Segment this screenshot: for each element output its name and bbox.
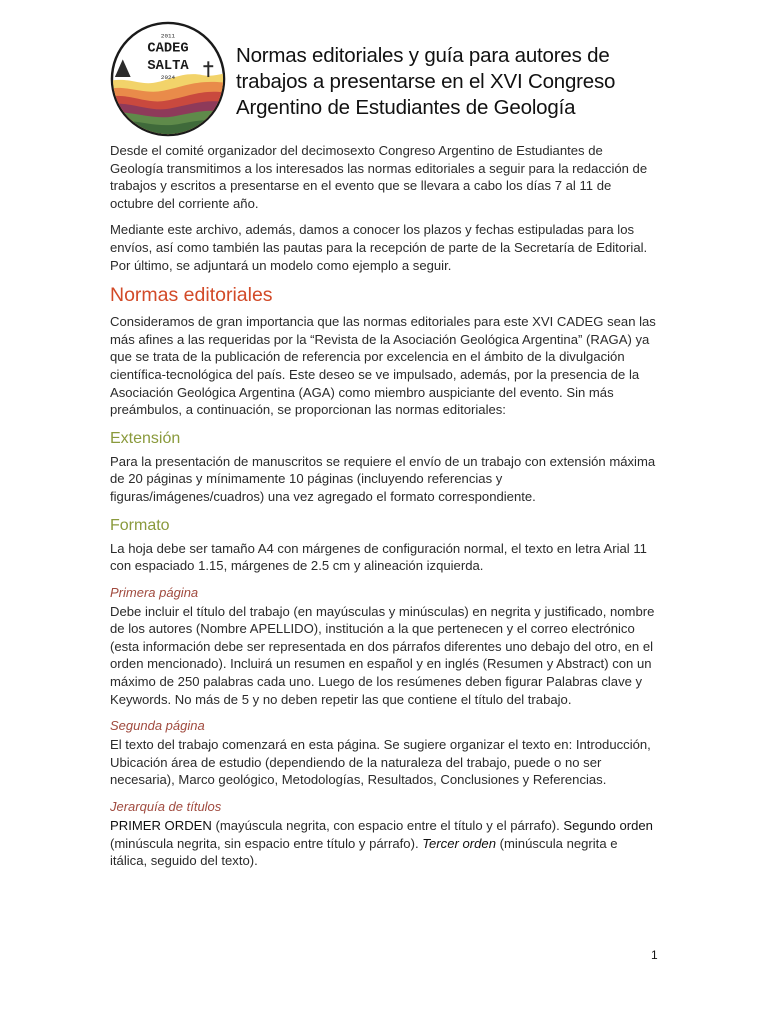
page-number: 1 [651, 948, 658, 962]
segundo-orden-label: Segundo orden [563, 818, 653, 834]
tercer-orden-desc: (minúscula negrita e itálica, seguido del texto). [110, 835, 618, 869]
subsection-heading-formato: Formato [110, 516, 170, 534]
tercer-orden-label: Tercer orden [422, 835, 496, 851]
logo-line2: SALTA [147, 59, 189, 75]
extension-paragraph: Para la presentación de manuscritos se requiere el envío de un trabajo con extensión máxima de 20 páginas y mínimamente 10 páginas (incluyendo referencias y figuras/imágenes/cuadros) una vez agregado el formato correspondiente. [110, 453, 656, 504]
intro-paragraph-1: Desde el comité organizador del decimosexto Congreso Argentino de Estudiantes de Geología transmitimos a los interesados las normas editoriales a seguir para la redacción de trabajos y escritos a presentarse en el evento que se llevara a cabo los días 7 al 11 de octubre del corriente año. [110, 143, 648, 211]
heading-primera-pagina: Primera página [110, 584, 199, 600]
formato-paragraph: La hoja debe ser tamaño A4 con márgenes de configuración normal, el texto en letra Arial 11 con espaciado 1.15, márgenes de 2.5 cm y alineación izquierda. [110, 540, 647, 574]
logo-year-bottom: 2024 [160, 74, 176, 81]
heading-jerarquia-titulos: Jerarquía de títulos [110, 799, 222, 815]
primer-orden-label: PRIMER ORDEN [110, 818, 212, 834]
segunda-pagina-paragraph: El texto del trabajo comenzará en esta página. Se sugiere organizar el texto en: Introducción, Ubicación área de estudio (dependiendo de la naturaleza del trabajo, puede o no ser necesaria), Marco geológico, Metodologías, Resultados, Conclusiones y Referencias. [110, 737, 651, 788]
document-title: Normas editoriales y guía para autores de trabajos a presentarse en el XVI Congreso Argentino de Estudiantes de Geología [236, 44, 616, 119]
heading-segunda-pagina: Segunda página [110, 718, 205, 734]
primera-pagina-paragraph: Debe incluir el título del trabajo (en mayúsculas y minúsculas) en negrita y justificado, nombre de los autores (Nombre APELLIDO), institución a la que pertenecen y el correo electrónico (esta información debe ser representada en dos párrafos diferentes uno debajo del otro, en el orden mencionado). Incluirá un resumen en español y en inglés (Resumen y Abstract) con un máximo de 250 palabras cada uno. Luego de los resúmenes deben figurar Palabras clave y Keywords. No más de 5 y no deben repetir las que contiene el título del trabajo. [110, 603, 655, 707]
primer-orden-desc: (mayúscula negrita, con espacio entre el título y el párrafo). [211, 818, 564, 834]
section-heading-normas: Normas editoriales [110, 284, 273, 307]
cadeg-salta-logo [109, 20, 227, 138]
logo-line1: CADEG [147, 41, 189, 57]
document-body [110, 142, 658, 879]
normas-paragraph: Consideramos de gran importancia que las normas editoriales para este XVI CADEG sean las más afines a las requeridas por la “Revista de la Asociación Geológica Argentina” (RAGA) ya que se trata de la publicación de referencia por excelencia en el ámbito de la divulgación científica-tecnológica del país. Este deseo se ve impulsado, además, por la presencia de la Asociación Geológica Argentina (AGA) como miembro auspiciante del evento. Sin más preámbulos, a continuación, se proporcionan las normas editoriales: [110, 314, 656, 418]
logo-year-top: 2011 [160, 32, 176, 40]
intro-paragraph-2: Mediante este archivo, además, damos a conocer los plazos y fechas estipuladas para los envíos, así como también las pautas para la recepción de parte de la Secretaría de Editorial. Por último, se adjuntará un modelo como ejemplo a seguir. [110, 222, 648, 273]
segundo-orden-desc: (minúscula negrita, sin espacio entre título y párrafo). [110, 835, 423, 851]
jerarquia-paragraph [110, 817, 658, 870]
subsection-heading-extension: Extensión [110, 429, 181, 447]
